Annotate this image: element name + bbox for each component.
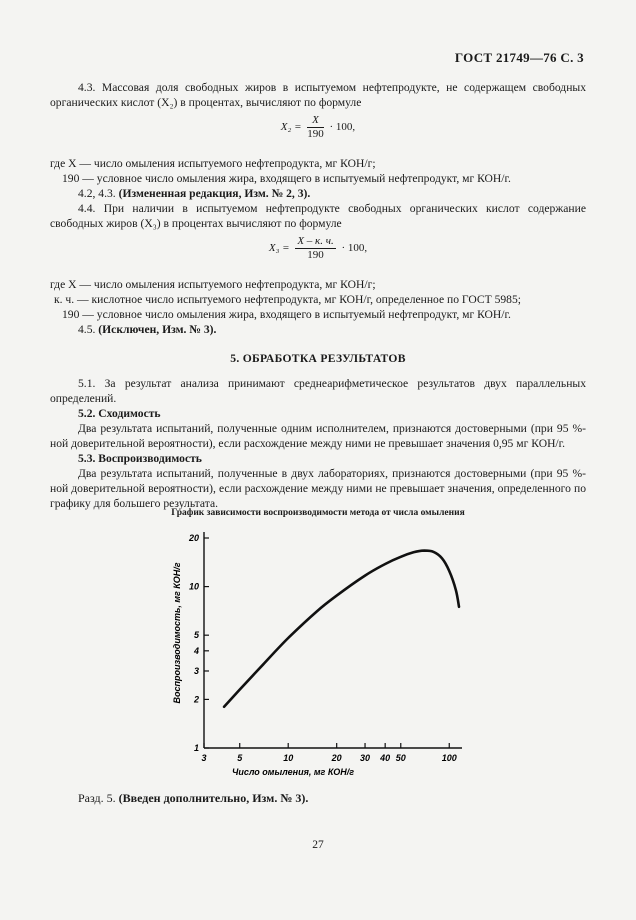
- paragraph-4-5: [50, 322, 586, 337]
- edition-note: [50, 186, 586, 201]
- formula-numerator: X – к. ч.: [297, 235, 334, 247]
- y-axis-label: Воспроизводимость, мг КОН/г: [172, 562, 182, 704]
- x-axis-label: Число омыления, мг КОН/г: [231, 767, 355, 777]
- page-header: ГОСТ 21749—76 С. 3: [454, 50, 584, 65]
- paragraph-5-3: Два результата испытаний, полученные в двух лабораториях, признаются достоверными (при 95 %-ной доверительной вероятности), если расхождение между ними не превышает значения, определенного по графику для большего результата.: [50, 467, 586, 510]
- edition-note-num: 4.2, 4.3.: [78, 187, 116, 200]
- formula-numerator: X: [307, 114, 324, 128]
- paragraph-4-4: 4.4. При наличии в испытуемом нефтепродукте свободных органических кислот содержание свободных жиров (X₃) в процентах вычисляют по формуле: [50, 202, 586, 230]
- formula-fraction: [307, 114, 324, 141]
- formula-fraction: [295, 235, 335, 262]
- formula-denominator: 190: [307, 249, 324, 261]
- edition-note-text: (Измененная редакция, Изм. № 2, 3).: [118, 187, 311, 200]
- chart-title: График зависимости воспроизводимости метода от числа омыления: [171, 508, 465, 518]
- section-4-3: [50, 80, 586, 511]
- y-tick-label: 20: [188, 533, 199, 543]
- x-tick-label: 50: [395, 753, 406, 763]
- where-line-2: к. ч. — кислотное число испытуемого нефтепродукта, мг КОН/г, определенное по ГОСТ 5985;: [54, 293, 521, 306]
- where-line-1: где X — число омыления испытуемого нефтепродукта, мг КОН/г;: [50, 157, 376, 170]
- x-tick-label: 3: [201, 753, 207, 763]
- where-line-3: 190 — условное число омыления жира, входящего в испытуемый нефтепродукт, мг КОН/г.: [62, 308, 511, 321]
- y-tick-label: 2: [193, 694, 199, 705]
- paragraph-4-3: 4.3. Массовая доля свободных жиров в испытуемом нефтепродукте, не содержащем свободных органических кислот (X₂) в процентах, вычисляют по формуле: [50, 81, 586, 109]
- formula-lhs: X₃ =: [268, 242, 290, 255]
- paragraph-4-5-num: 4.5.: [78, 323, 96, 336]
- paragraph-5-2: Два результата испытаний, полученные одним исполнителем, признаются достоверными (при 95 %-ной доверительной вероятности), если расхождение между ними не превышает значения 0,95 мг КОН/г.: [50, 422, 586, 450]
- series-line: [224, 551, 459, 707]
- formula-x3: [50, 235, 586, 273]
- y-tick-label: 10: [188, 581, 199, 592]
- reproducibility-chart: [0, 520, 636, 790]
- formula-lhs: X₂ =: [280, 121, 302, 134]
- paragraph-4-5-text: (Исключен, Изм. № 3).: [98, 323, 217, 336]
- heading-5-2: 5.2. Сходимость: [78, 407, 161, 420]
- x-tick-label: 30: [360, 753, 371, 763]
- x-tick-label: 5: [237, 753, 243, 763]
- where-line-1: где X — число омыления испытуемого нефтепродукта, мг КОН/г;: [50, 278, 376, 291]
- paragraph-5-1: 5.1. За результат анализа принимают среднеарифметическое результатов двух параллельных определений.: [50, 377, 586, 405]
- x-tick-label: 100: [441, 753, 457, 763]
- formula-tail: · 100,: [329, 121, 356, 134]
- section-5-note-prefix: Разд. 5.: [78, 791, 116, 805]
- formula-x2: [50, 114, 586, 152]
- y-tick-label: 1: [193, 743, 199, 753]
- section-5-note-text: (Введен дополнительно, Изм. № 3).: [118, 791, 309, 805]
- formula-tail: · 100,: [341, 242, 368, 255]
- x-tick-label: 40: [380, 753, 391, 763]
- x-tick-label: 10: [283, 753, 294, 763]
- section-5-note: [78, 791, 308, 806]
- section-5-title: 5. ОБРАБОТКА РЕЗУЛЬТАТОВ: [230, 352, 406, 365]
- y-tick-label: 4: [193, 645, 199, 656]
- y-tick-label: 5: [193, 630, 199, 641]
- where-line-2: 190 — условное число омыления жира, входящего в испытуемый нефтепродукт, мг КОН/г.: [62, 172, 511, 185]
- page-number: 27: [312, 839, 324, 851]
- formula-denominator: 190: [307, 128, 324, 140]
- x-tick-label: 20: [331, 753, 342, 763]
- y-tick-label: 3: [193, 665, 199, 676]
- heading-5-3: 5.3. Воспроизводимость: [78, 452, 202, 465]
